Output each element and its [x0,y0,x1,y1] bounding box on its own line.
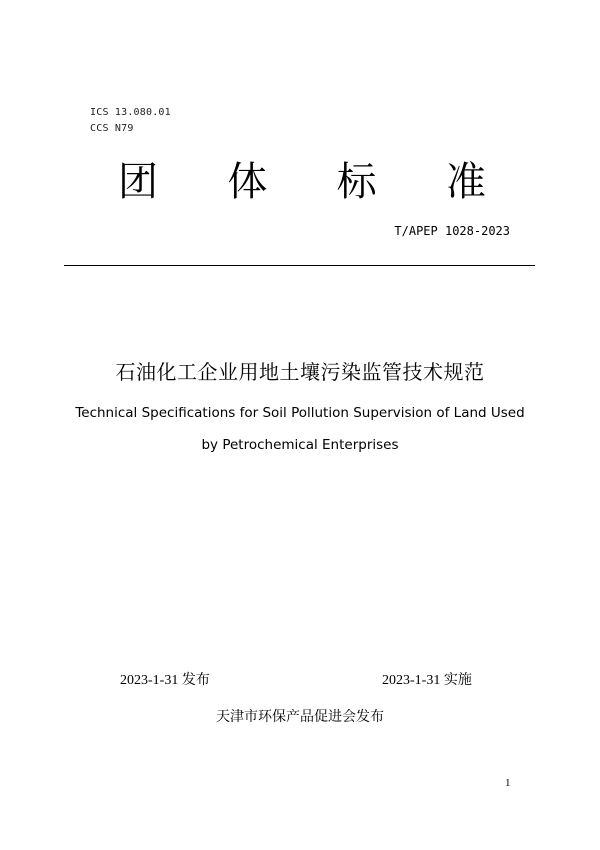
standard-number: T/APEP 1028-2023 [394,224,510,238]
publish-date: 2023-1-31 发布 [120,673,210,688]
document-title-chinese: 石油化工企业用地土壤污染监管技术规范 [115,360,485,384]
title-char-4: 准 [445,159,486,205]
header-divider [64,265,535,266]
implementation-date: 2023-1-31 实施 [382,673,472,688]
publisher: 天津市环保产品促进会发布 [216,709,384,725]
title-char-2: 体 [227,159,268,205]
document-title-english-line-1: Technical Specifications for Soil Pollution Supervision of Land Used [75,405,525,421]
standard-type-title [118,152,486,212]
document-title-english-line-2: by Petrochemical Enterprises [201,437,399,453]
ics-code: ICS 13.080.01 [90,107,171,118]
title-char-3: 标 [336,159,377,205]
page-number: 1 [505,777,511,789]
title-char-1: 团 [118,159,158,205]
ccs-code: CCS N79 [90,123,134,134]
